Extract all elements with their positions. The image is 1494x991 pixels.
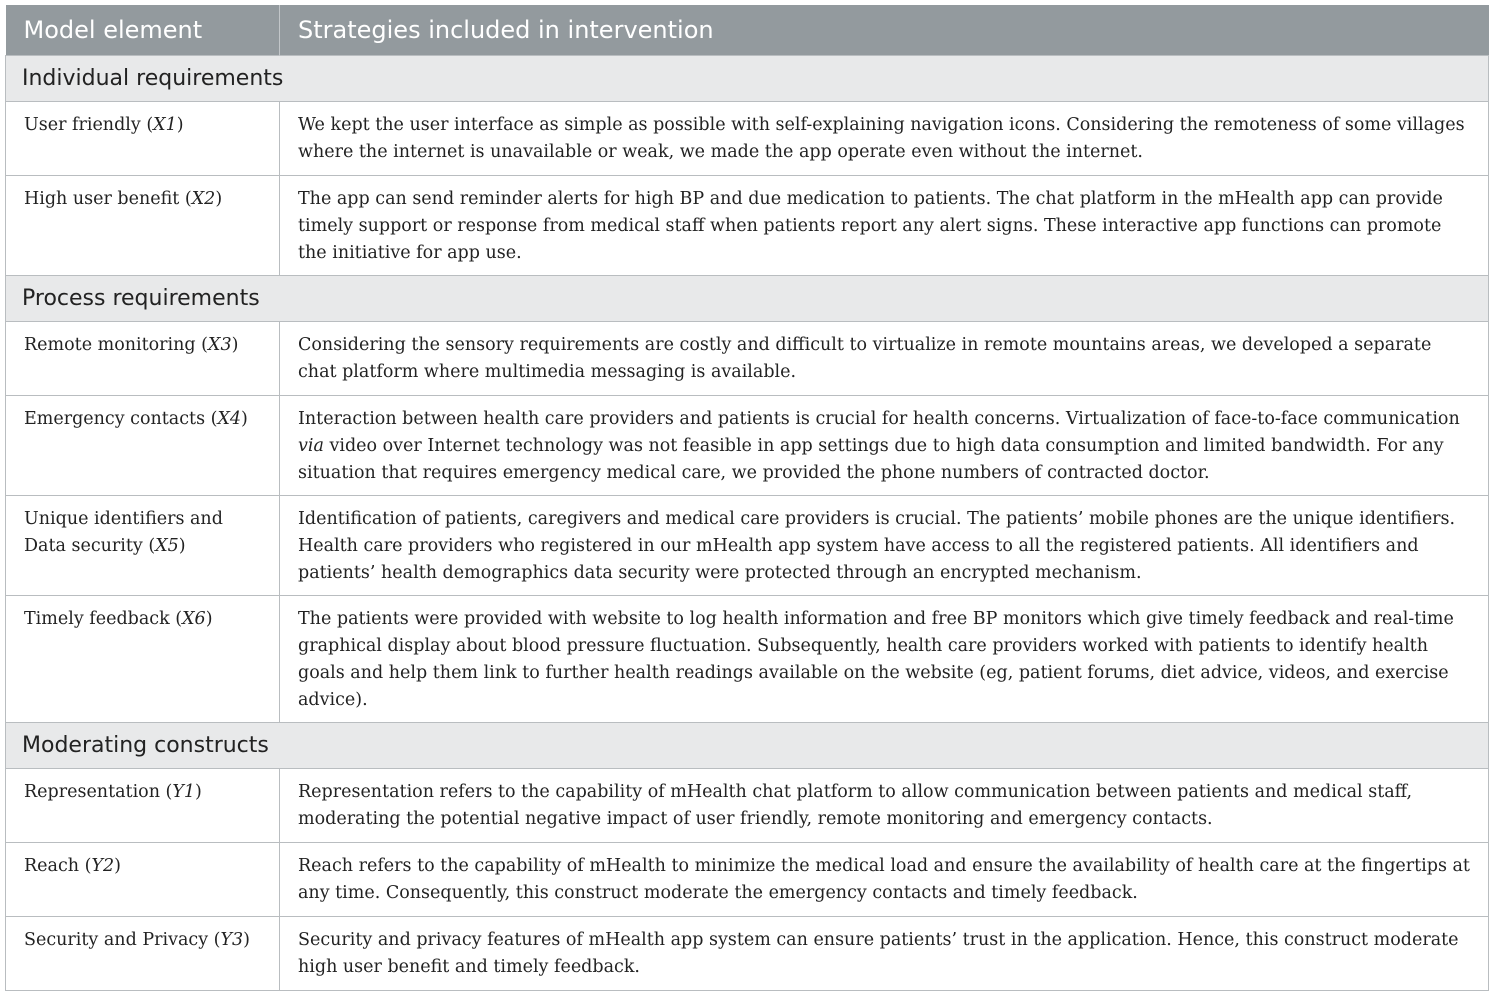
table-row bbox=[6, 495, 1489, 595]
strategy-cell: Interaction between health care providers and patients is crucial for health concerns. Virtualization of face-to-face communication via video over Internet technology was not feasible in app settings due to high data consumption and limited bandwidth. For any situation that requires emergency medical care, we provided the phone numbers of contracted doctor. bbox=[280, 395, 1489, 495]
strategies-table bbox=[5, 5, 1489, 991]
strategy-cell: The app can send reminder alerts for high BP and due medication to patients. The chat platform in the mHealth app can provide timely support or response from medical staff when patients report any alert signs. These interactive app functions can promote the initiative for app use. bbox=[280, 175, 1489, 275]
header-strategies: Strategies included in intervention bbox=[280, 5, 1489, 55]
table-row bbox=[6, 175, 1489, 275]
model-element-cell: Unique identifiers and Data security (X5) bbox=[6, 495, 280, 595]
table-header-row bbox=[6, 5, 1489, 55]
model-element-cell: Emergency contacts (X4) bbox=[6, 395, 280, 495]
section-row bbox=[6, 55, 1489, 101]
model-element-cell: Security and Privacy (Y3) bbox=[6, 916, 280, 990]
header-model-element: Model element bbox=[6, 5, 280, 55]
section-title: Process requirements bbox=[6, 275, 1489, 321]
strategy-cell: Security and privacy features of mHealth app system can ensure patients’ trust in the application. Hence, this construct moderate high user benefit and timely feedback. bbox=[280, 916, 1489, 990]
section-row bbox=[6, 722, 1489, 768]
table-row bbox=[6, 916, 1489, 990]
model-element-cell: Representation (Y1) bbox=[6, 768, 280, 842]
section-title: Individual requirements bbox=[6, 55, 1489, 101]
model-element-cell: User friendly (X1) bbox=[6, 101, 280, 175]
model-element-cell: High user benefit (X2) bbox=[6, 175, 280, 275]
strategy-cell: Reach refers to the capability of mHealth to minimize the medical load and ensure the availability of health care at the fingertips at any time. Consequently, this construct moderate the emergency contacts and timely feedback. bbox=[280, 842, 1489, 916]
strategy-cell: Considering the sensory requirements are costly and difficult to virtualize in remote mountains areas, we developed a separate chat platform where multimedia messaging is available. bbox=[280, 321, 1489, 395]
table-row bbox=[6, 595, 1489, 722]
section-title: Moderating constructs bbox=[6, 722, 1489, 768]
strategy-cell: We kept the user interface as simple as possible with self-explaining navigation icons. Considering the remoteness of some villages where the internet is unavailable or weak, we made the app operate even without the internet. bbox=[280, 101, 1489, 175]
model-element-cell: Remote monitoring (X3) bbox=[6, 321, 280, 395]
table-row bbox=[6, 395, 1489, 495]
model-element-cell: Timely feedback (X6) bbox=[6, 595, 280, 722]
section-row bbox=[6, 275, 1489, 321]
strategy-cell: Identification of patients, caregivers and medical care providers is crucial. The patients’ mobile phones are the unique identifiers. Health care providers who registered in our mHealth app system have access to all the registered patients. All identifiers and patients’ health demographics data security were protected through an encrypted mechanism. bbox=[280, 495, 1489, 595]
strategy-cell: Representation refers to the capability of mHealth chat platform to allow communication between patients and medical staff, moderating the potential negative impact of user friendly, remote monitoring and emergency contacts. bbox=[280, 768, 1489, 842]
table-row bbox=[6, 768, 1489, 842]
table-row bbox=[6, 842, 1489, 916]
model-element-cell: Reach (Y2) bbox=[6, 842, 280, 916]
table-row bbox=[6, 101, 1489, 175]
strategy-cell: The patients were provided with website to log health information and free BP monitors which give timely feedback and real-time graphical display about blood pressure fluctuation. Subsequently, health care providers worked with patients to identify health goals and help them link to further health readings available on the website (eg, patient forums, diet advice, videos, and exercise advice). bbox=[280, 595, 1489, 722]
table-row bbox=[6, 321, 1489, 395]
